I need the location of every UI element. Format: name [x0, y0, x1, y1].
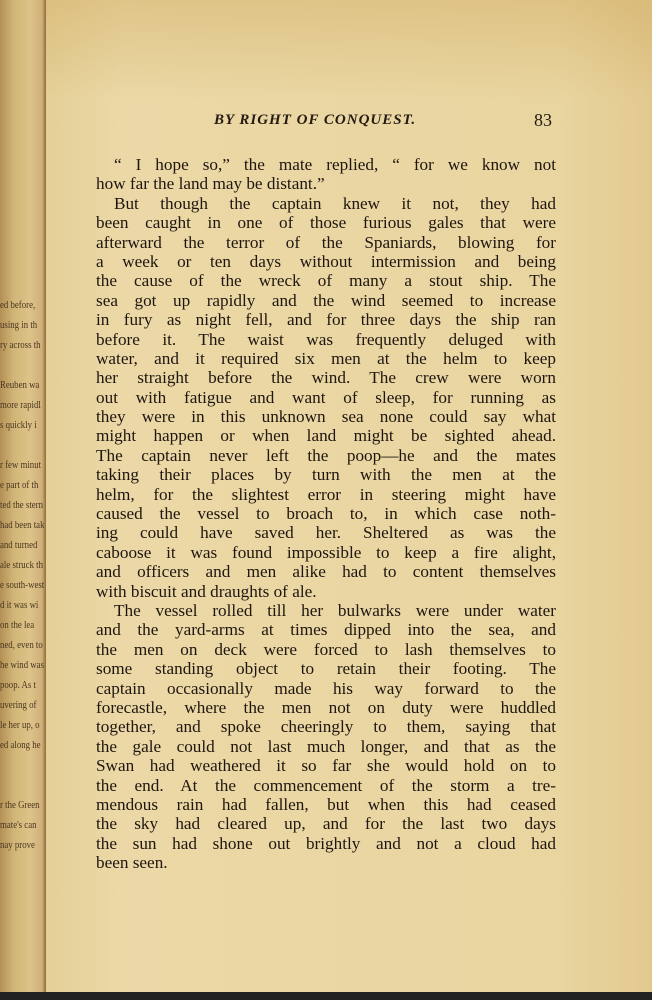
- text-line: the end. At the commencement of the storm a tre-: [96, 775, 556, 795]
- text-line: the cause of the wreck of many a stout ship. The: [96, 271, 556, 291]
- text-line: “ I hope so,” the mate replied, “ for we know not: [114, 155, 556, 174]
- facing-page-fragment: ed before,: [0, 299, 36, 311]
- text-line: captain occasionally made his way forward to the: [96, 678, 556, 698]
- text-line: the men on deck were forced to lash themselves to: [96, 639, 556, 659]
- text-line: some standing object to retain their footing. The: [96, 659, 556, 679]
- facing-page-fragment: ted the stern: [0, 499, 44, 511]
- facing-page-fragment: poop. As t: [0, 679, 36, 691]
- page-number: 83: [534, 110, 552, 130]
- page-header: [96, 112, 552, 134]
- text-line: and the yard-arms at times dipped into the sea, and: [96, 620, 556, 640]
- facing-page-fragment: [0, 775, 35, 795]
- text-line: sea got up rapidly and the wind seemed to increase: [96, 290, 556, 310]
- scan-border: [0, 992, 652, 1000]
- facing-page-edge: [0, 0, 46, 1000]
- facing-page-fragment: he wind was: [0, 659, 44, 671]
- text-line: But though the captain knew it not, they had: [114, 193, 556, 213]
- body-text: [96, 155, 556, 872]
- text-line: mendous rain had fallen, but when this had ceased: [96, 794, 556, 814]
- facing-page-fragment: on the lea: [0, 619, 35, 631]
- facing-page-fragment: ry across th: [0, 339, 41, 351]
- facing-page-text: [0, 295, 44, 855]
- text-line: and officers and men alike had to content themselves: [96, 562, 556, 582]
- text-line: The captain never left the poop—he and the mates: [96, 445, 556, 465]
- facing-page-fragment: s quickly i: [0, 419, 37, 431]
- facing-page-fragment: le her up, o: [0, 719, 40, 731]
- facing-page-fragment: ale struck th: [0, 559, 44, 571]
- text-line: taking their places by turn with the men at the: [96, 465, 556, 485]
- facing-page-fragment: d it was wi: [0, 599, 39, 611]
- text-line: out with fatigue and want of sleep, for running as: [96, 387, 556, 407]
- text-line: might happen or when land might be sighted ahead.: [96, 426, 556, 446]
- text-line: they were in this unknown sea none could say what: [96, 407, 556, 427]
- text-line: been seen.: [96, 853, 168, 873]
- facing-page-fragment: r few minut: [0, 459, 42, 471]
- text-line: caused the vessel to broach to, in which case noth-: [96, 504, 556, 524]
- text-line: the sky had cleared up, and for the last two days: [96, 814, 556, 834]
- text-line: forecastle, where the men not on duty were huddled: [96, 697, 556, 717]
- facing-page-fragment: uvering of: [0, 699, 37, 711]
- text-line: the sun had shone out brightly and not a cloud had: [96, 833, 556, 853]
- text-line: how far the land may be distant.”: [96, 174, 325, 194]
- text-line: ing could have saved her. Sheltered as was the: [96, 523, 556, 543]
- text-line: been caught in one of those furious gales that were: [96, 213, 556, 233]
- facing-page-fragment: more rapidl: [0, 399, 41, 411]
- running-head: BY RIGHT OF CONQUEST.: [214, 112, 417, 128]
- text-line: in fury as night fell, and for three days the ship ran: [96, 310, 556, 330]
- facing-page-fragment: nay prove: [0, 839, 35, 851]
- text-line: Swan had weathered it so far she would hold on to: [96, 756, 556, 776]
- facing-page-fragment: ned, even to: [0, 639, 43, 651]
- facing-page-fragment: had been tak: [0, 519, 44, 531]
- facing-page-fragment: [0, 755, 35, 775]
- text-line: afterward the terror of the Spaniards, blowing for: [96, 232, 556, 252]
- text-line: water, and it required six men at the helm to keep: [96, 348, 556, 368]
- text-line: with biscuit and draughts of ale.: [96, 581, 317, 601]
- facing-page-fragment: ed along he: [0, 739, 41, 751]
- facing-page-fragment: using in th: [0, 319, 38, 331]
- text-line: a week or ten days without intermission and being: [96, 251, 556, 271]
- facing-page-fragment: [0, 435, 35, 455]
- facing-page-fragment: e part of th: [0, 479, 39, 491]
- text-line: her straight before the wind. The crew were worn: [96, 368, 556, 388]
- text-line: helm, for the slightest error in steering might have: [96, 484, 556, 504]
- text-line: The vessel rolled till her bulwarks were under water: [114, 600, 556, 620]
- page-stain: [0, 0, 652, 100]
- facing-page-fragment: [0, 355, 35, 375]
- facing-page-fragment: e south-west: [0, 579, 44, 591]
- text-line: the gale could not last much longer, and that as the: [96, 736, 556, 756]
- text-line: caboose it was found impossible to keep a fire alight,: [96, 542, 556, 562]
- facing-page-fragment: mate's can: [0, 819, 37, 831]
- facing-page-fragment: and turned: [0, 539, 38, 551]
- text-line: together, and spoke cheeringly to them, saying that: [96, 717, 556, 737]
- facing-page-fragment: r the Green: [0, 799, 40, 811]
- text-line: before it. The waist was frequently deluged with: [96, 329, 556, 349]
- facing-page-fragment: Reuben wa: [0, 379, 40, 391]
